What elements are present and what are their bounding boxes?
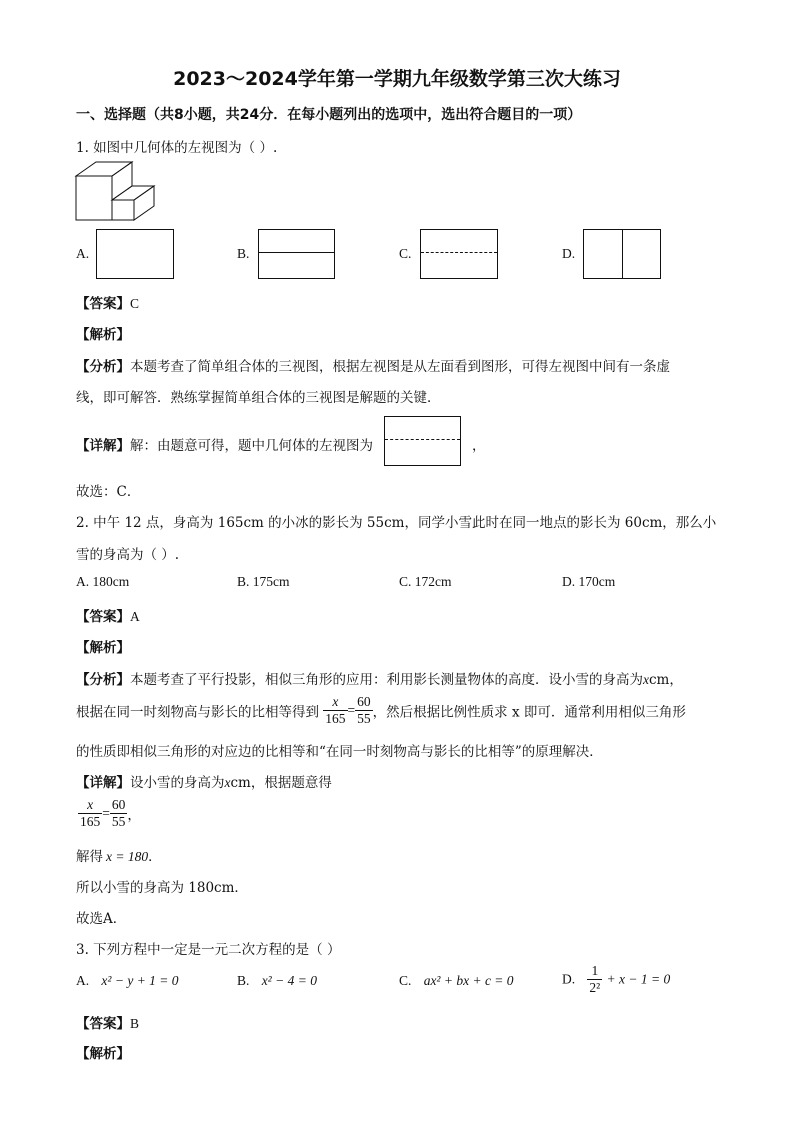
q1-option-b-figure xyxy=(258,229,335,279)
fraction-60-over-55 xyxy=(355,694,373,727)
section-heading: 一、选择题（共8小题，共24分．在每小题列出的选项中，选出符合题目的一项） xyxy=(76,107,582,123)
analysis-text: 根据在同一时刻物高与影长的比相等得到 xyxy=(76,704,319,721)
fraction-numerator: 1 xyxy=(587,963,602,980)
q1-option-d-label: D. xyxy=(562,246,576,261)
page-title: 2023～2024学年第一学期九年级数学第三次大练习 xyxy=(173,68,621,90)
q1-detail-tail: ， xyxy=(472,438,486,454)
q1-detail-dashed-line xyxy=(385,439,460,440)
option-equation-tail: + x − 1 = 0 xyxy=(606,971,671,987)
q2-analysis-line-1 xyxy=(76,668,683,688)
equals-sign: = xyxy=(347,702,356,718)
detail-text: 设小雪的身高为 xyxy=(130,775,225,791)
comma: ， xyxy=(127,807,141,824)
q1-stem: 1. 如图中几何体的左视图为（ ）. xyxy=(76,140,278,156)
answer-label: 【答案】 xyxy=(76,296,130,312)
variable-x: x xyxy=(643,672,649,687)
q2-answer xyxy=(76,605,140,625)
q1-analysis-line-1 xyxy=(76,355,670,375)
fraction-numerator: x xyxy=(323,694,347,711)
q2-stem-line-2: 雪的身高为（ ）. xyxy=(76,547,180,563)
q1-jiexi-label: 【解析】 xyxy=(76,327,130,343)
answer-label: 【答案】 xyxy=(76,609,130,625)
answer-label: 【答案】 xyxy=(76,1016,130,1032)
variable-x: x xyxy=(224,775,231,790)
q1-option-c-label: C. xyxy=(399,246,412,261)
q2-analysis-line-3: 的性质即相似三角形的对应边的比相等和“在同一时刻物高与影长的比相等”的原理解决． xyxy=(76,744,603,760)
q1-option-c-dashed-line xyxy=(421,252,497,253)
option-equation: x² − y + 1 = 0 xyxy=(101,973,179,988)
q2-stem-line-1: 2. 中午 12 点，身高为 165cm 的小冰的影长为 55cm，同学小雪此时在同一地点的影长为 60cm，那么小 xyxy=(76,515,717,531)
q1-option-c-figure xyxy=(420,229,498,279)
q1-option-b-midline xyxy=(259,252,334,253)
q1-solid-figure xyxy=(74,160,158,222)
fraction-x-over-165 xyxy=(78,797,102,830)
analysis-text: ，然后根据比例性质求 x 即可．通常利用相似三角形 xyxy=(372,704,686,721)
unit-text: cm， xyxy=(649,672,683,688)
q3-option-d xyxy=(562,963,670,996)
fraction-denominator: 55 xyxy=(111,814,126,829)
q2-option-b: B. 175cm xyxy=(237,574,290,589)
detail-label: 【详解】 xyxy=(76,775,130,791)
q2-equation xyxy=(78,797,141,830)
option-letter: D. xyxy=(562,971,576,987)
q1-option-b-label: B. xyxy=(237,246,250,261)
fraction-60-over-55 xyxy=(110,797,128,830)
fraction-denominator: 165 xyxy=(325,711,346,726)
analysis-label: 【分析】 xyxy=(76,359,130,375)
fraction-denominator: 165 xyxy=(80,814,101,829)
fraction-numerator: 60 xyxy=(111,797,126,812)
option-equation: x² − 4 = 0 xyxy=(261,973,317,988)
fraction-x-over-165 xyxy=(323,694,347,727)
q2-option-a: A. 180cm xyxy=(76,574,130,589)
q1-option-d-midline xyxy=(622,230,623,278)
analysis-text: 本题考查了简单组合体的三视图，根据左视图是从左面看到图形，可得左视图中间有一条虚 xyxy=(130,359,670,375)
option-letter: A. xyxy=(76,973,90,988)
detail-label: 【详解】 xyxy=(76,438,130,454)
q2-conclusion: 故选A． xyxy=(76,911,127,927)
q2-detail xyxy=(76,771,332,791)
detail-text: cm，根据题意得 xyxy=(230,775,332,791)
option-letter: C. xyxy=(399,973,412,988)
analysis-text: 本题考查了平行投影，相似三角形的应用：利用影长测量物体的高度．设小雪的身高为 xyxy=(130,672,643,688)
q2-option-d: D. 170cm xyxy=(562,574,616,589)
fraction-denominator: 2² xyxy=(589,980,601,995)
q1-option-a-figure xyxy=(96,229,174,279)
equals-sign: = xyxy=(102,805,110,821)
q1-analysis-line-2: 线，即可解答．熟练掌握简单组合体的三视图是解题的关键． xyxy=(76,390,441,406)
analysis-label: 【分析】 xyxy=(76,672,130,688)
q1-option-d-figure xyxy=(583,229,661,279)
option-equation: ax² + bx + c = 0 xyxy=(423,973,514,988)
option-letter: B. xyxy=(237,973,250,988)
q1-answer xyxy=(76,292,139,312)
q1-option-a-label: A. xyxy=(76,246,90,261)
fraction-1-over-2-squared xyxy=(587,963,602,996)
q1-conclusion: 故选：C． xyxy=(76,484,141,500)
answer-value: B xyxy=(130,1016,140,1031)
solve-text: 解得 xyxy=(76,849,103,865)
q3-option-c xyxy=(399,973,514,989)
q3-answer xyxy=(76,1012,139,1032)
q2-option-c: C. 172cm xyxy=(399,574,452,589)
fraction-numerator: 60 xyxy=(357,694,371,709)
q2-analysis-line-2 xyxy=(76,694,686,727)
solve-equation: x = 180 xyxy=(106,849,149,864)
q3-option-a xyxy=(76,973,179,989)
q2-result: 所以小雪的身高为 180cm． xyxy=(76,880,248,896)
solve-period: ． xyxy=(148,849,162,865)
answer-value: C xyxy=(130,296,140,311)
q2-solve xyxy=(76,845,162,865)
q1-detail-figure xyxy=(384,416,461,466)
q3-jiexi-label: 【解析】 xyxy=(76,1046,130,1062)
q3-option-b xyxy=(237,973,317,989)
fraction-denominator: 55 xyxy=(357,711,371,726)
q2-jiexi-label: 【解析】 xyxy=(76,640,130,656)
q3-stem: 3. 下列方程中一定是一元二次方程的是（ ） xyxy=(76,942,341,958)
q1-detail xyxy=(76,434,373,454)
answer-value: A xyxy=(130,609,140,624)
fraction-numerator: x xyxy=(78,797,102,814)
detail-text: 解：由题意可得，题中几何体的左视图为 xyxy=(130,438,373,454)
